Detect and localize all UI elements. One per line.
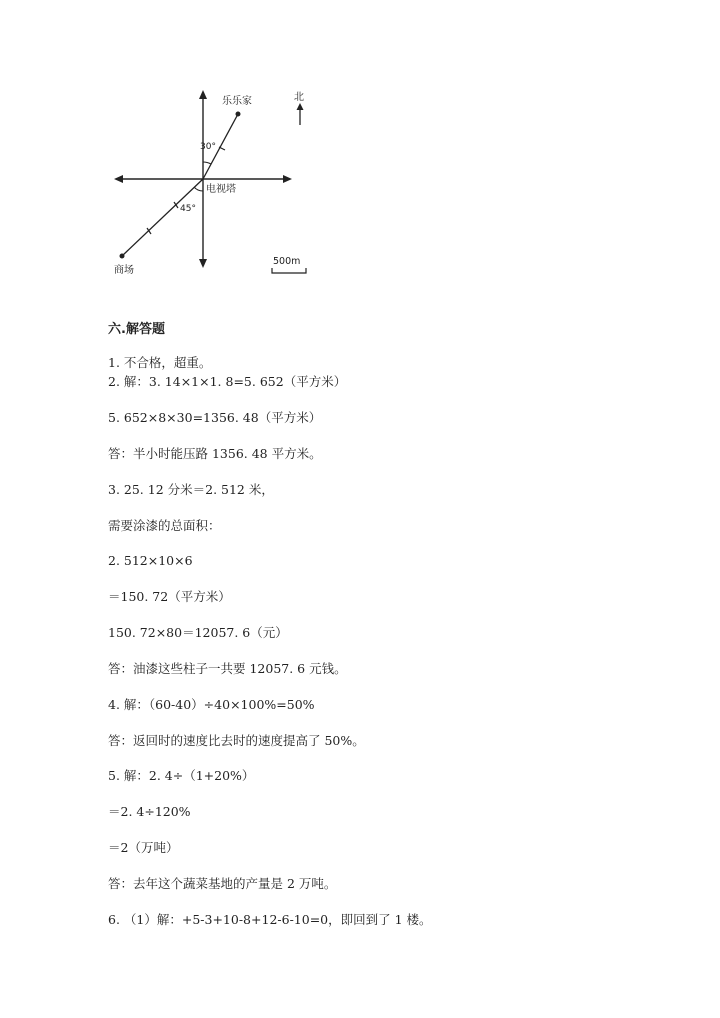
- answer-line: 答：半小时能压路 1356. 48 平方米。: [108, 446, 322, 461]
- answer-line: 2. 512×10×6: [108, 553, 193, 568]
- mall-point: [120, 254, 125, 259]
- answer-line: 150. 72×80＝12057. 6（元）: [108, 625, 288, 640]
- answer-line: 5. 解：2. 4÷（1+20%）: [108, 768, 255, 783]
- east-arrowhead: [283, 175, 292, 183]
- scale-label: 500m: [273, 256, 301, 267]
- label-lelejia: 乐乐家: [222, 96, 252, 107]
- scale-bar: [272, 268, 306, 273]
- north-label: 北: [294, 92, 304, 103]
- answer-line: 3. 25. 12 分米＝2. 512 米，: [108, 482, 274, 497]
- direction-diagram: [100, 78, 340, 288]
- angle-label-30: 30°: [200, 142, 216, 152]
- lelejia-point: [236, 112, 241, 117]
- south-axis-arrowhead: [199, 259, 207, 268]
- answer-line: 1. 不合格，超重。: [108, 355, 212, 370]
- north-indicator-arrowhead: [297, 103, 304, 110]
- answer-line: ＝2（万吨）: [108, 840, 179, 855]
- west-arrowhead: [114, 175, 123, 183]
- angle-arc-45: [194, 187, 203, 191]
- direction-diagram-svg: [100, 78, 340, 288]
- answer-line: ＝150. 72（平方米）: [108, 589, 231, 604]
- label-mall: 商场: [114, 265, 134, 276]
- answer-line: 4. 解：（60-40）÷40×100%=50%: [108, 697, 315, 712]
- line-to-mall: [122, 179, 203, 256]
- answer-line: 答：油漆这些柱子一共要 12057. 6 元钱。: [108, 661, 347, 676]
- angle-label-45: 45°: [180, 204, 196, 214]
- label-tv-tower: 电视塔: [206, 184, 236, 195]
- north-axis-arrowhead: [199, 90, 207, 99]
- answer-line: 5. 652×8×30=1356. 48（平方米）: [108, 410, 322, 425]
- answer-line: 2. 解：3. 14×1×1. 8=5. 652（平方米）: [108, 374, 347, 389]
- angle-arc-30: [203, 162, 211, 164]
- answer-line: 6. （1）解：+5-3+10-8+12-6-10=0，即回到了 1 楼。: [108, 912, 432, 927]
- answer-line: 需要涂漆的总面积：: [108, 518, 221, 533]
- answer-line: 答：去年这个蔬菜基地的产量是 2 万吨。: [108, 876, 337, 891]
- section-title: 六.解答题: [108, 322, 165, 337]
- answer-line: ＝2. 4÷120%: [108, 804, 191, 819]
- answer-line: 答：返回时的速度比去时的速度提高了 50%。: [108, 733, 365, 748]
